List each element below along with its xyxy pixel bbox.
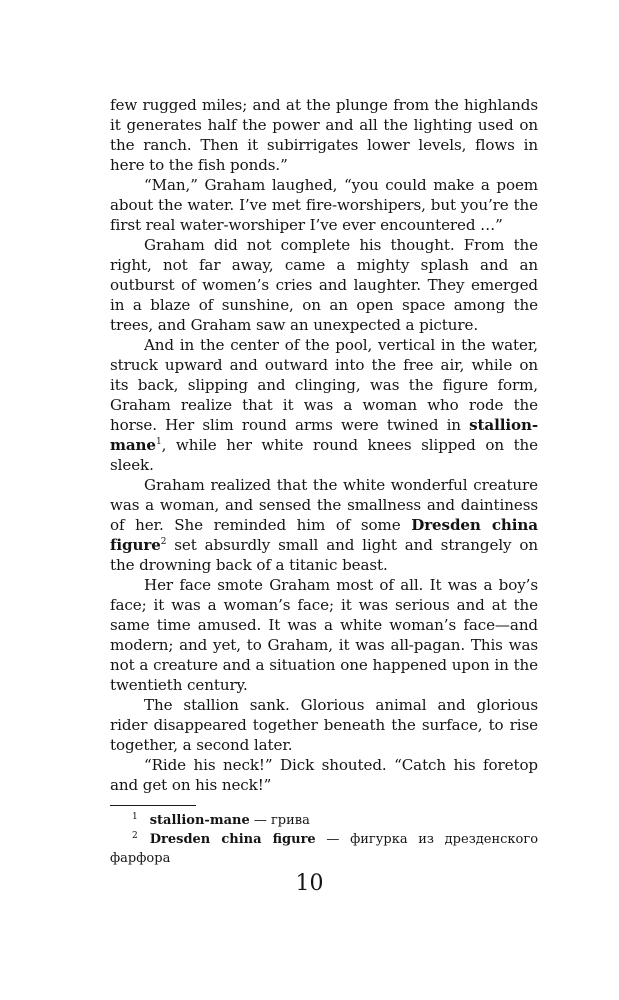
footnote [110, 811, 538, 830]
footnote-dash: — [326, 832, 340, 847]
glossary-term: stallion-mane [110, 416, 538, 454]
footnote-term: Dresden china figure [149, 832, 316, 847]
paragraph [110, 175, 538, 235]
glossary-term: Dresden china figure [110, 516, 538, 554]
main-text [110, 95, 538, 795]
page-number: 10 [295, 871, 324, 896]
footnote-dash: — [253, 813, 267, 828]
text-run: set absurdly small and light and strangely on the drowning back of a titanic beast. [110, 536, 538, 574]
text-run: The stallion sank. Glorious animal and glorious rider disappeared together beneath the surface, to rise together, a second later. [110, 696, 538, 754]
paragraph [110, 755, 538, 795]
footnote-translation: грива [271, 813, 310, 828]
paragraph [110, 475, 538, 575]
paragraph [110, 695, 538, 755]
paragraph [110, 235, 538, 335]
text-run: Her face smote Graham most of all. It was a boy’s face; it was a woman’s face; it was serious and at the same time amused. It was a white woman’s face—and modern; and yet, to Graham, it was all-pagan. This was not a creature and a situation one happened upon in the twentieth century. [110, 576, 538, 694]
text-run: , while her white round knees slipped on the sleek. [110, 436, 538, 474]
footnote-ref: 1 [155, 437, 162, 447]
text-run: And in the center of the pool, vertical in the water, struck upward and outward into the free air, while on its back, slipping and clinging, was the figure form, Graham realize that it was a woman who rode the horse. Her slim round arms were twined in [110, 336, 538, 434]
text-run: Graham realized that the white wonderful creature was a woman, and sensed the smallness and daintiness of her. She reminded him of some [110, 476, 538, 534]
footnote-number: 1 [132, 812, 138, 822]
text-run: “Man,” Graham laughed, “you could make a poem about the water. I’ve met fire-worshipers, but you’re the first real water-worshiper I’ve ever encountered …” [110, 176, 538, 234]
footnote-translation: фигурка из дрезденского фарфора [110, 832, 539, 866]
text-run: few rugged miles; and at the plunge from the highlands it generates half the power and all the lighting used on the ranch. Then it subirrigates lower levels, flows in here to the fish ponds.” [110, 96, 538, 174]
paragraph [110, 95, 538, 175]
footnote [110, 830, 538, 868]
text-run: Graham did not complete his thought. From the right, not far away, came a mighty splash and an outburst of women’s cries and laughter. They emerged in a blaze of sunshine, on an open space among the trees, and Graham saw an unexpected a picture. [110, 236, 538, 334]
footnote-term: stallion-mane [149, 813, 250, 828]
footnotes [110, 811, 538, 868]
paragraph [110, 335, 538, 475]
text-run: “Ride his neck!” Dick shouted. “Catch his foretop and get on his neck!” [110, 756, 538, 794]
footnote-number: 2 [132, 831, 138, 841]
book-page [110, 95, 538, 868]
footnote-separator [110, 805, 196, 806]
footnote-ref: 2 [160, 537, 167, 547]
paragraph [110, 575, 538, 695]
